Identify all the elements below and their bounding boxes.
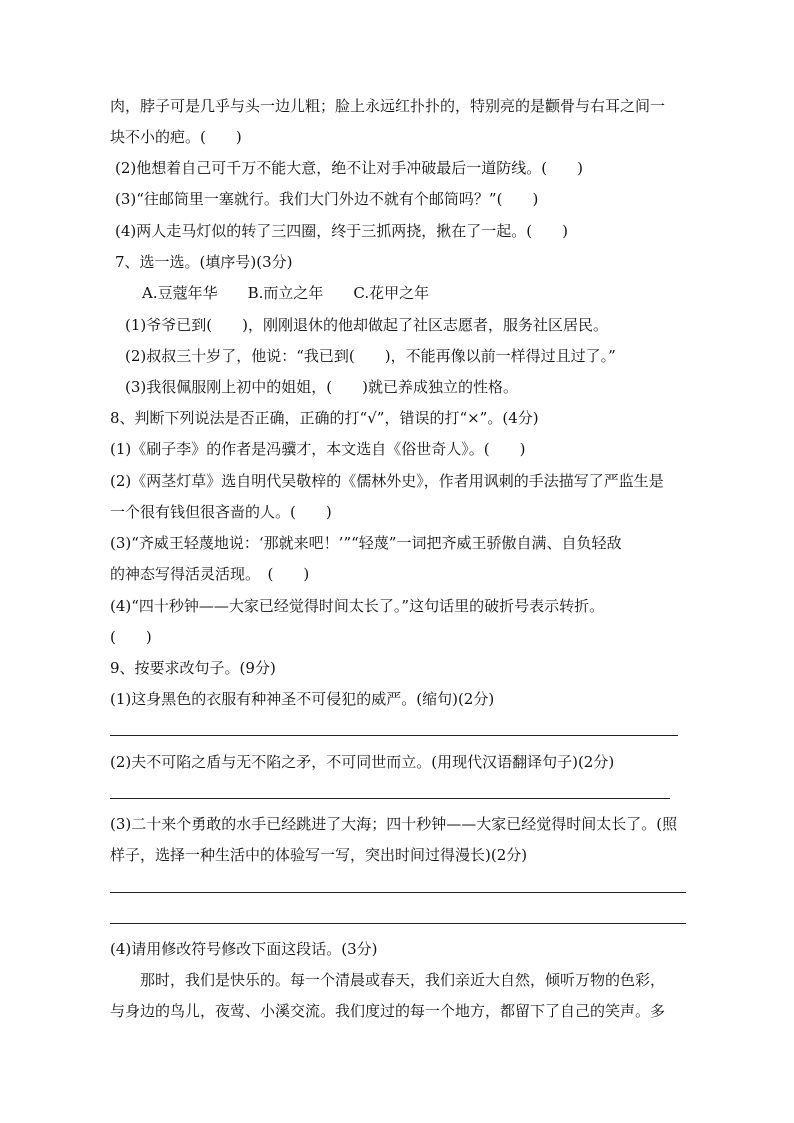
section-heading: 7、选一选。(填序号)(3分) xyxy=(115,253,293,271)
text-line: ( ) xyxy=(110,628,152,646)
text-line: (3)“往邮筒里一塞就行。我们大门外边不就有个邮筒吗？”( ) xyxy=(115,190,539,208)
text-line: (2)叔叔三十岁了，他说：“我已到( )，不能再像以前一样得过且过了。” xyxy=(125,347,616,365)
text-line: 一个很有钱但很吝啬的人。( ) xyxy=(110,503,332,521)
text-line: 块不小的疤。( ) xyxy=(110,128,242,146)
section-heading: 8、判断下列说法是否正确，正确的打“√”，错误的打“×”。(4分) xyxy=(110,409,539,427)
text-line: (3)“齐威王轻蔑地说：‘那就来吧！’”“轻蔑”一词把齐威王骄傲自满、自负轻敌 xyxy=(110,534,622,552)
text-line: (2)他想着自己可千万不能大意，绝不让对手冲破最后一道防线。( ) xyxy=(115,159,583,177)
text-line: (4)两人走马灯似的转了三四圈，终于三抓两挠，揪在了一起。( ) xyxy=(115,222,568,240)
answer-line xyxy=(110,892,686,893)
text-line: (3)二十来个勇敢的水手已经跳进了大海；四十秒钟——大家已经觉得时间太长了。(照 xyxy=(110,815,678,833)
section-heading: 9、按要求改句子。(9分) xyxy=(110,659,276,677)
text-line: 肉，脖子可是几乎与头一边儿粗；脸上永远红扑扑的，特别亮的是颧骨与右耳之间一 xyxy=(110,97,666,115)
option-list: A.豆蔻年华 B.而立之年 C.花甲之年 xyxy=(142,284,430,302)
answer-line xyxy=(110,735,678,736)
text-line: (3)我很佩服刚上初中的姐姐，( )就已养成独立的性格。 xyxy=(125,378,518,396)
paragraph-line: 与身边的鸟儿，夜莺、小溪交流。我们度过的每一个地方，都留下了自己的笑声。多 xyxy=(110,1002,666,1020)
text-line: (2)《两茎灯草》选自明代吴敬梓的《儒林外史》，作者用讽刺的手法描写了严监生是 xyxy=(110,472,664,490)
answer-line xyxy=(110,798,670,799)
text-line: (4)请用修改符号修改下面这段话。(3分) xyxy=(110,940,378,958)
text-line: (1)这身黑色的衣服有种神圣不可侵犯的威严。(缩句)(2分) xyxy=(110,690,495,708)
text-line: 样子，选择一种生活中的体验写一写，突出时间过得漫长)(2分) xyxy=(110,846,528,864)
paragraph-line: 那时，我们是快乐的。每一个清晨或春天，我们亲近大自然，倾听万物的色彩， xyxy=(140,971,666,989)
answer-line xyxy=(110,923,686,924)
text-line: 的神态写得活灵活现。 ( ) xyxy=(110,565,310,583)
text-line: (1)《刷子李》的作者是冯骥才，本文选自《俗世奇人》。( ) xyxy=(110,440,526,458)
text-line: (4)“四十秒钟——大家已经觉得时间太长了。”这句话里的破折号表示转折。 xyxy=(110,597,605,615)
text-line: (1)爷爷已到( )，刚刚退休的他却做起了社区志愿者，服务社区居民。 xyxy=(125,316,608,334)
text-line: (2)夫不可陷之盾与无不陷之矛，不可同世而立。(用现代汉语翻译句子)(2分) xyxy=(110,753,615,771)
